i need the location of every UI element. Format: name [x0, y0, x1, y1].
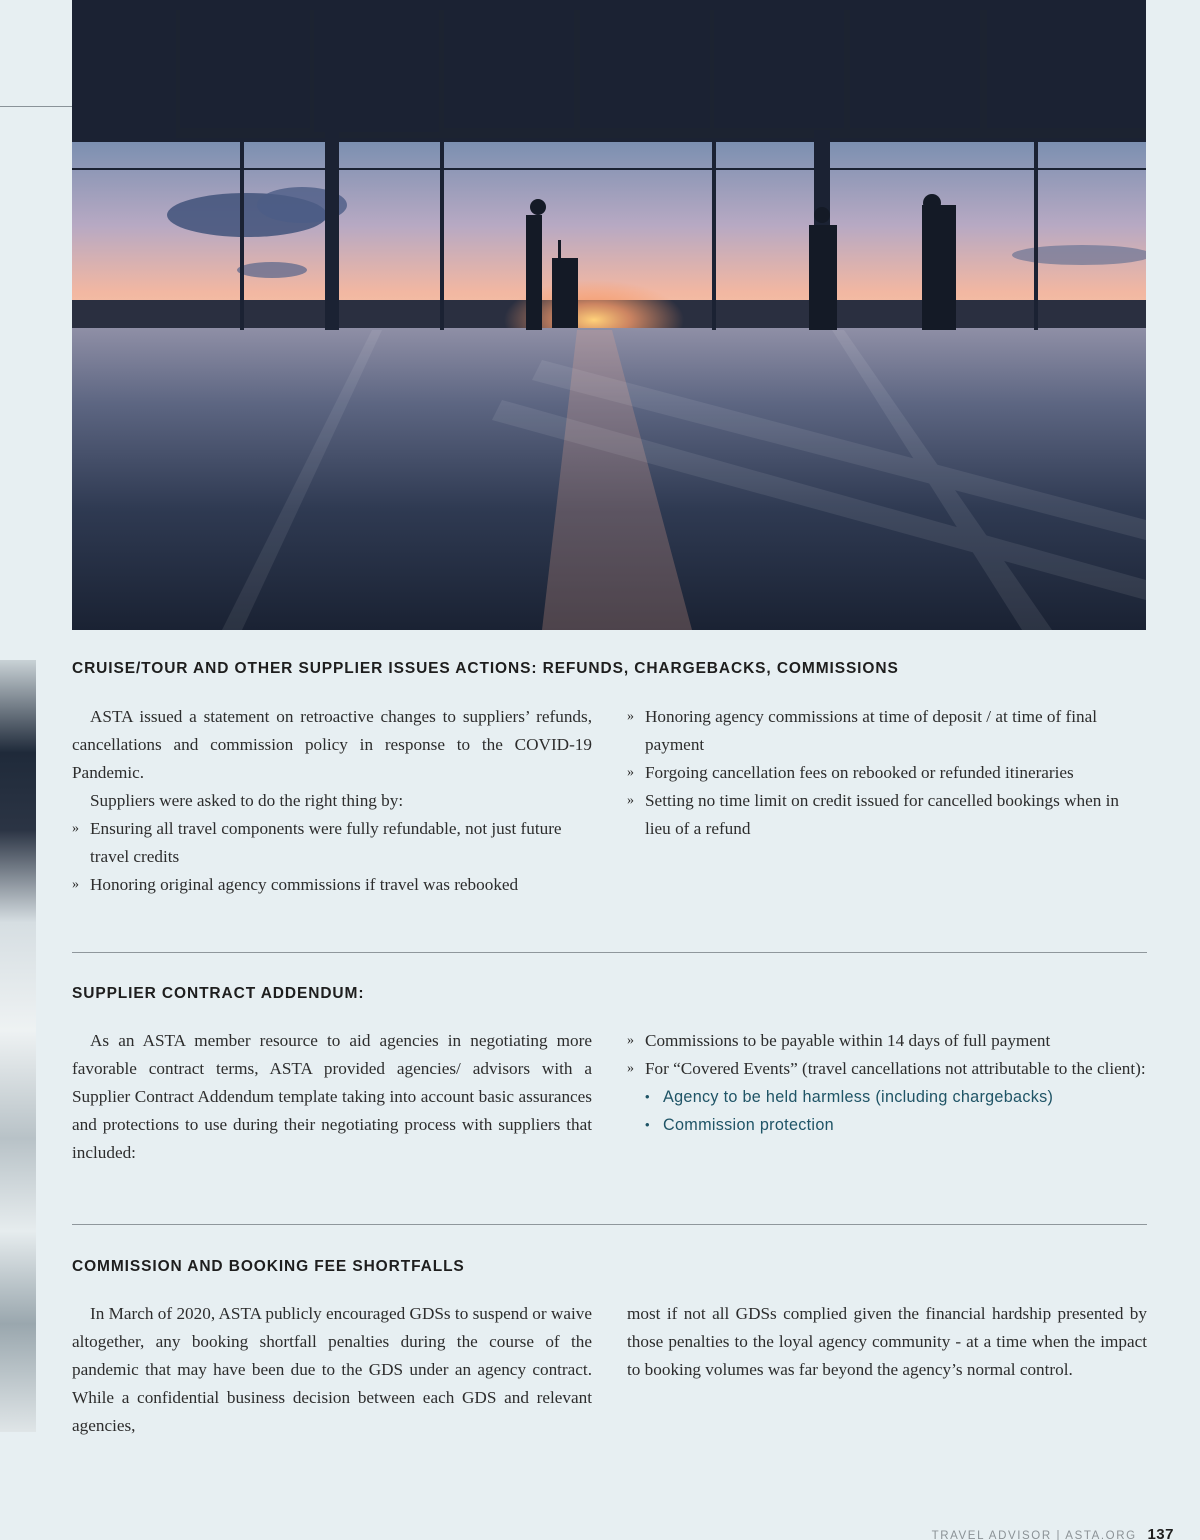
bullet-list	[627, 703, 1147, 843]
paragraph: most if not all GDSs complied given the financial hardship presented by those penalties to the loyal agency community - at a time when the impact to booking volumes was far beyond the agency’s normal control.	[627, 1304, 1147, 1379]
list-item: » For “Covered Events” (travel cancellations not attributable to the client):	[627, 1055, 1147, 1083]
page-number: 137	[1147, 1526, 1174, 1540]
paragraph: In March of 2020, ASTA publicly encouraged GDSs to suspend or waive altogether, any booking shortfall penalties during the course of the pandemic that may have been due to the GDS under an agency contract. While a confidential business decision between each GDS and relevant agencies,	[72, 1304, 592, 1435]
sub-list-item: • Agency to be held harmless (including chargebacks)	[627, 1083, 1147, 1111]
right-column	[627, 1027, 1147, 1167]
adjacent-page-photo-strip	[0, 660, 36, 1432]
left-column	[72, 1300, 592, 1440]
section-heading: CRUISE/TOUR AND OTHER SUPPLIER ISSUES ACTIONS: REFUNDS, CHARGEBACKS, COMMISSIONS	[72, 660, 899, 677]
paragraph: Suppliers were asked to do the right thing by:	[90, 791, 404, 810]
sub-bullet-list	[627, 1083, 1147, 1139]
paragraph: ASTA issued a statement on retroactive changes to suppliers’ refunds, cancellations and commission policy in response to the COVID-19 Pandemic.	[72, 707, 592, 782]
sub-list-item: • Commission protection	[627, 1111, 1147, 1139]
hero-photo	[72, 0, 1146, 630]
list-item: » Honoring agency commissions at time of deposit / at time of final payment	[627, 703, 1147, 759]
list-item: » Ensuring all travel components were fully refundable, not just future travel credits	[72, 815, 592, 871]
section-booking-fee-shortfalls	[72, 1258, 1147, 1435]
section-supplier-issues	[72, 660, 1147, 894]
page-footer	[932, 1526, 1174, 1540]
bullet-list	[627, 1027, 1147, 1083]
section-divider	[72, 1224, 1147, 1225]
list-item: » Setting no time limit on credit issued for cancelled bookings when in lieu of a refund	[627, 787, 1147, 843]
list-item: » Commissions to be payable within 14 days of full payment	[627, 1027, 1147, 1055]
list-item: » Honoring original agency commissions if travel was rebooked	[72, 871, 592, 899]
bullet-list	[72, 815, 592, 899]
top-left-rule	[0, 106, 72, 107]
section-heading: SUPPLIER CONTRACT ADDENDUM:	[72, 985, 365, 1002]
section-divider	[72, 952, 1147, 953]
paragraph: As an ASTA member resource to aid agencies in negotiating more favorable contract terms, ASTA provided agencies/ advisors with a Supplier Contract Addendum template taking into account basic assurances and protections to use during their negotiating process with suppliers that included:	[72, 1031, 592, 1162]
airport-silhouette-photo	[72, 0, 1146, 630]
right-column	[627, 1300, 1147, 1440]
publication-name: TRAVEL ADVISOR | ASTA.ORG	[931, 1530, 1137, 1540]
right-column	[627, 703, 1147, 899]
section-contract-addendum	[72, 985, 1147, 1162]
left-column	[72, 1027, 592, 1167]
left-column	[72, 703, 592, 899]
list-item: » Forgoing cancellation fees on rebooked or refunded itineraries	[627, 759, 1147, 787]
section-heading: COMMISSION AND BOOKING FEE SHORTFALLS	[72, 1258, 465, 1275]
